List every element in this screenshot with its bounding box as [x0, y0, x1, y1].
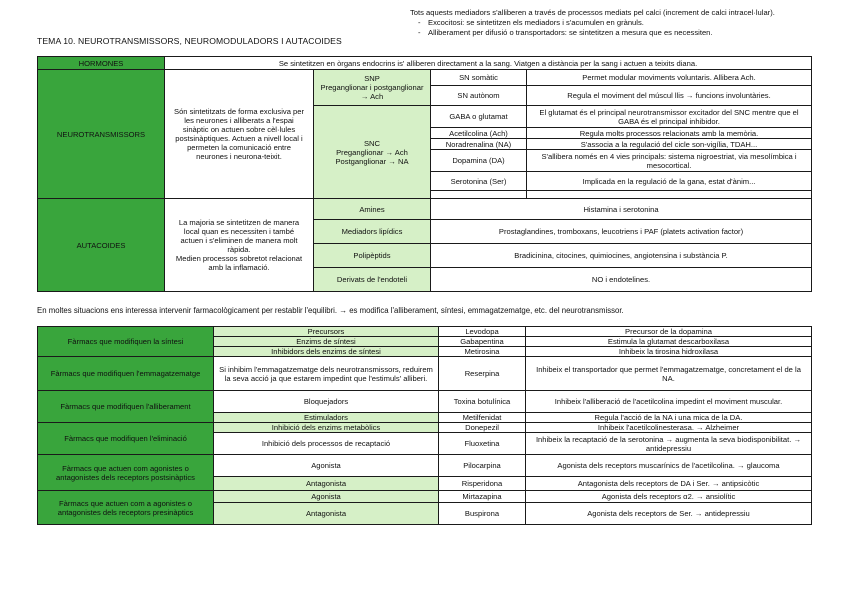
neuro-row-desc: Regula el moviment del múscul llis → funcions involuntàries.	[527, 86, 812, 106]
effect-cell: Inhibeix l'acetilcolinesterasa. → Alzheimer	[526, 423, 812, 433]
autacoides-desc: La majoria se sintetitzen de manera local quan es necessiten i també actuen i s'eliminen de manera molt ràpida. Medien processos sobretot relacionat amb la inflamació.	[165, 199, 314, 292]
neuro-row-desc: S'associa a la regulació del cicle son-vigília, TDAH...	[527, 139, 812, 150]
drug-cell: Levodopa	[439, 327, 526, 337]
intervention-text: En moltes situacions ens interessa intervenir farmacològicament per restablir l'equilibri. → es modifica l'alliberament, síntesi, emmagatzematge, etc. del neurotransmissor.	[37, 306, 624, 315]
neuro-row-desc: Implicada en la regulació de la gana, estat d'ànim...	[527, 172, 812, 191]
mechanism-cell: Inhibidors dels enzims de síntesi	[214, 347, 439, 357]
mechanism-cell: Agonista	[214, 455, 439, 477]
effect-cell: Estimula la glutamat descarboxilasa	[526, 337, 812, 347]
neuro-row-name: Noradrenalina (NA)	[431, 139, 527, 150]
neuro-desc: Són sintetitzats de forma exclusiva per les neurones i alliberats a l'espai sinàptic on actuen sobre cèl·lules postsinàptiques. Actuen a nivell local i permeten la comunicació entre neurones i neurona-teixit.	[165, 70, 314, 199]
drug-cell: Reserpina	[439, 357, 526, 391]
snp-cell: SNP Preganglionar i postganglionar → Ach	[314, 70, 431, 106]
group-label: Fàrmacs que modifiquen l'eliminació	[38, 423, 214, 455]
effect-cell: Inhibeix la tirosina hidroxilasa	[526, 347, 812, 357]
drug-cell: Fluoxetina	[439, 433, 526, 455]
group-label: Fàrmacs que actuen com a agonistes o antagonistes dels receptors presinàptics	[38, 491, 214, 525]
effect-cell: Precursor de la dopamina	[526, 327, 812, 337]
autacoid-row-desc: Histamina i serotonina	[431, 199, 812, 220]
drug-cell: Donepezil	[439, 423, 526, 433]
effect-cell: Regula l'acció de la NA i una mica de la DA.	[526, 413, 812, 423]
mechanism-cell: Antagonista	[214, 477, 439, 491]
neuro-row-desc: Permet modular moviments voluntaris. Allibera Ach.	[527, 70, 812, 86]
hormones-desc: Se sintetitzen en òrgans endocrins is' alliberen directament a la sang. Viatgen a distància per la sang i actuen a teixits diana.	[165, 57, 812, 70]
autacoid-row-name: Derivats de l'endoteli	[314, 268, 431, 292]
effect-cell: Inhibeix el transportador que permet l'emmagatzematge, concretament el de la NA.	[526, 357, 812, 391]
group-label: Fàrmacs que modifiquen la síntesi	[38, 327, 214, 357]
neuro-row-desc: Regula molts processos relacionats amb la memòria.	[527, 128, 812, 139]
neuro-row-name: SN somàtic	[431, 70, 527, 86]
drug-cell: Risperidona	[439, 477, 526, 491]
neuro-row-name: GABA o glutamat	[431, 106, 527, 128]
mechanism-cell: Enzims de síntesi	[214, 337, 439, 347]
neuro-label: NEUROTRANSMISSORS	[38, 70, 165, 199]
page-title: TEMA 10. NEUROTRANSMISSORS, NEUROMODULADORS I AUTACOIDES	[37, 36, 342, 46]
drug-cell: Buspirona	[439, 503, 526, 525]
effect-cell: Inhibeix l'alliberació de l'acetilcolina impedint el moviment muscular.	[526, 391, 812, 413]
effect-cell: Agonista dels receptors α2. → ansiolític	[526, 491, 812, 503]
autacoid-row-name: Mediadors lipídics	[314, 220, 431, 244]
hormones-label: HORMONES	[38, 57, 165, 70]
effect-cell: Inhibeix la recaptació de la serotonina → augmenta la seva biodisponibilitat. → antidepressiu	[526, 433, 812, 455]
autacoid-row-desc: Prostaglandines, tromboxans, leucotriens i PAF (platets activation factor)	[431, 220, 812, 244]
snc-cell: SNC Preganglionar → Ach Postganglionar → NA	[314, 106, 431, 199]
autacoid-row-desc: NO i endotelines.	[431, 268, 812, 292]
neuro-row-name: Serotonina (Ser)	[431, 172, 527, 191]
neuro-row-name: SN autònom	[431, 86, 527, 106]
neuro-row-desc: S'allibera només en 4 vies principals: sistema nigroestriat, via mesolímbica i mesocortical.	[527, 150, 812, 172]
drug-cell: Metirosina	[439, 347, 526, 357]
group-label: Fàrmacs que actuen com agonistes o antagonistes dels receptors postsinàptics	[38, 455, 214, 491]
effect-cell: Antagonista dels receptors de DA i Ser. → antipsicòtic	[526, 477, 812, 491]
drugs-table	[37, 326, 812, 525]
calcium-notes	[410, 8, 830, 38]
mechanism-cell: Inhibició dels enzims metabòlics	[214, 423, 439, 433]
notes-intro: Tots aquests mediadors s'alliberen a través de processos mediats pel calci (increment de calci intracel·lular).	[410, 8, 775, 17]
drug-cell: Mirtazapina	[439, 491, 526, 503]
autacoides-label: AUTACOIDES	[38, 199, 165, 292]
neuro-row-desc: El glutamat és el principal neurotransmissor excitador del SNC mentre que el GABA és el principal inhibidor.	[527, 106, 812, 128]
mediators-table	[37, 56, 812, 292]
drug-cell: Metilfenidat	[439, 413, 526, 423]
autacoid-row-name: Polipèptids	[314, 244, 431, 268]
effect-cell: Agonista dels receptors de Ser. → antidepressiu	[526, 503, 812, 525]
mechanism-cell: Si inhibim l'emmagatzematge dels neurotransmissors, reduirem la seva acció ja que estarem impedint que l'estimuls' alliberi.	[214, 357, 439, 391]
note-bullet: - Excocitosi: se sintetitzen els mediadors i s'acumulen en grànuls.	[410, 18, 830, 28]
effect-cell: Agonista dels receptors muscarínics de l'acetilcolina. → glaucoma	[526, 455, 812, 477]
mechanism-cell: Bloquejadors	[214, 391, 439, 413]
neuro-row-name: Dopamina (DA)	[431, 150, 527, 172]
mechanism-cell: Precursors	[214, 327, 439, 337]
autacoid-row-desc: Bradicinina, citocines, quimiocines, angiotensina i substància P.	[431, 244, 812, 268]
group-label: Fàrmacs que modifiquen l'alliberament	[38, 391, 214, 423]
group-label: Fàrmacs que modifiquen l'emmagatzematge	[38, 357, 214, 391]
drug-cell: Pilocarpina	[439, 455, 526, 477]
neuro-row-name: Acetilcolina (Ach)	[431, 128, 527, 139]
drug-cell: Toxina botulínica	[439, 391, 526, 413]
mechanism-cell: Agonista	[214, 491, 439, 503]
mechanism-cell: Estimuladors	[214, 413, 439, 423]
autacoid-row-name: Amines	[314, 199, 431, 220]
drug-cell: Gabapentina	[439, 337, 526, 347]
mechanism-cell: Antagonista	[214, 503, 439, 525]
note-bullet: - Alliberament per difusió o transportadors: se sintetitzen a mesura que es necessiten.	[410, 28, 830, 38]
mechanism-cell: Inhibició dels processos de recaptació	[214, 433, 439, 455]
